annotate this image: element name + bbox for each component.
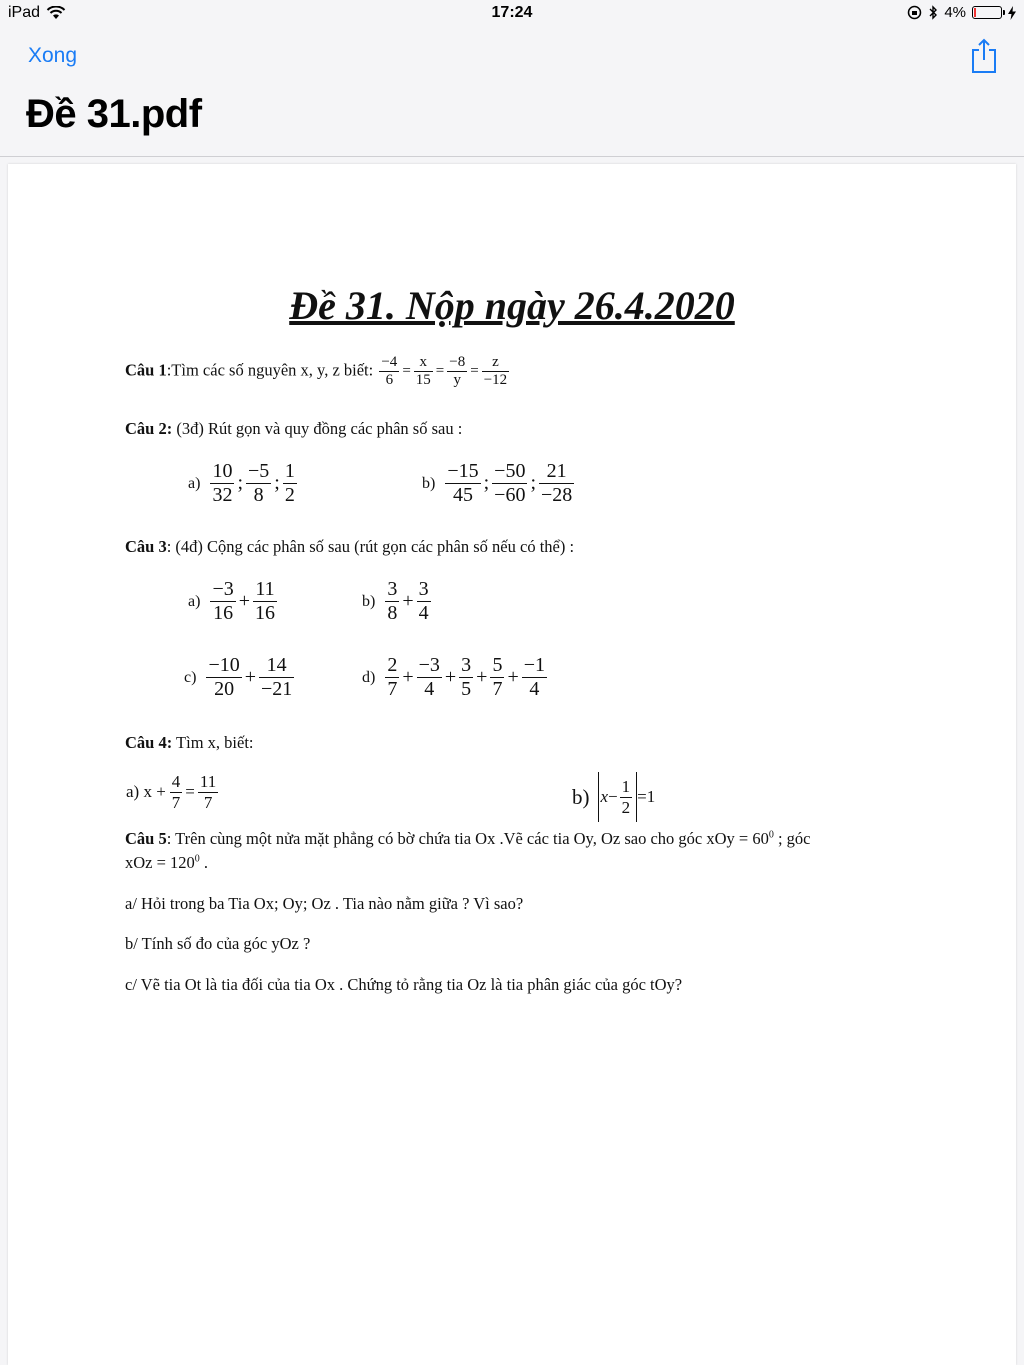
- fraction: $\frac{x}{15}$: [415, 354, 431, 389]
- absolute-value: x − $\frac{1}{2}$: [598, 772, 638, 822]
- nav-bar: [0, 28, 1024, 157]
- bluetooth-icon: [928, 5, 938, 20]
- q3b-expression: b) $\frac{3}{8}$ + $\frac{3}{4}$: [362, 578, 429, 624]
- fraction: $\frac{-8}{y}$: [449, 354, 466, 389]
- status-bar: [0, 0, 1024, 28]
- fraction: $\frac{-3}{4}$: [418, 654, 440, 700]
- fraction: $\frac{1}{2}$: [621, 776, 631, 817]
- question-5b: b/ Tính số đo của góc yOz ?: [125, 934, 311, 953]
- fraction: $\frac{11}{16}$: [255, 578, 275, 624]
- fraction: $\frac{3}{8}$: [387, 578, 398, 624]
- fraction: $\frac{14}{-21}$: [261, 654, 293, 700]
- pdf-page[interactable]: [8, 164, 1016, 1365]
- fraction: $\frac{21}{-28}$: [541, 460, 573, 506]
- charging-icon: [1008, 6, 1016, 20]
- document-title: Đề 31.pdf: [26, 92, 202, 136]
- fraction: $\frac{4}{7}$: [171, 772, 181, 812]
- fraction: $\frac{11}{7}$: [199, 772, 217, 812]
- fraction: $\frac{-4}{6}$: [381, 354, 398, 389]
- q3d-expression: d) $\frac{2}{7}$ + $\frac{-3}{4}$ + $\frac{3}{5}$ + $\frac{5}{7}$ + $\frac{-1}{4}$: [362, 654, 546, 700]
- question-4: Câu 4: Tìm x, biết:: [125, 733, 254, 752]
- question-5a: a/ Hỏi trong ba Tia Ox; Oy; Oz . Tia nào nằm giữa ? Vì sao?: [125, 894, 524, 913]
- fraction: $\frac{10}{32}$: [212, 460, 233, 506]
- question-5-cont: xOz = $120^0$ .: [125, 853, 209, 872]
- question-1: Câu 1:Tìm các số nguyên x, y, z biết: $\frac{-4}{6}$ = $\frac{x}{15}$ = $\frac{-8}{y}$ = $\frac{z}{-12}$: [125, 354, 508, 389]
- fraction: $\frac{-15}{45}$: [447, 460, 479, 506]
- fraction: $\frac{5}{7}$: [492, 654, 503, 700]
- clock: 17:24: [491, 4, 533, 21]
- battery-icon: [972, 6, 1002, 19]
- fraction: $\frac{3}{5}$: [461, 654, 472, 700]
- share-icon[interactable]: [970, 38, 998, 74]
- fraction: $\frac{z}{-12}$: [483, 354, 508, 389]
- fraction: $\frac{2}{7}$: [387, 654, 398, 700]
- page-heading: Đề 31. Nộp ngày 26.4.2020: [289, 283, 735, 328]
- device-name: iPad: [8, 4, 41, 21]
- fraction: $\frac{-10}{20}$: [208, 654, 240, 700]
- orientation-lock-icon: [907, 5, 922, 20]
- q4a-expression: a) x + $\frac{4}{7}$ = $\frac{11}{7}$: [126, 772, 217, 812]
- q2a-expression: a) $\frac{10}{32}$ ; $\frac{-5}{8}$ ; $\frac{1}{2}$: [188, 460, 295, 506]
- q3a-expression: a) $\frac{-3}{16}$ + $\frac{11}{16}$: [188, 578, 275, 624]
- question-2: Câu 2: (3đ) Rút gọn và quy đồng các phân số sau :: [125, 419, 463, 438]
- q4b-expression: b) x − $\frac{1}{2}$ =1: [572, 772, 655, 822]
- question-3: Câu 3: (4đ) Cộng các phân số sau (rút gọn các phân số nếu có thể) :: [125, 537, 575, 556]
- q3c-expression: c) $\frac{-10}{20}$ + $\frac{14}{-21}$: [184, 654, 293, 700]
- battery-percent: 4%: [944, 4, 966, 21]
- fraction: $\frac{-3}{16}$: [212, 578, 234, 624]
- question-5c: c/ Vẽ tia Ot là tia đối của tia Ox . Chứng tỏ rằng tia Oz là tia phân giác của góc tOy?: [125, 975, 683, 994]
- done-button[interactable]: Xong: [28, 44, 78, 67]
- fraction: $\frac{-1}{4}$: [523, 654, 546, 700]
- fraction: $\frac{1}{2}$: [284, 460, 295, 506]
- fraction: $\frac{-50}{-60}$: [494, 460, 526, 506]
- fraction: $\frac{3}{4}$: [418, 578, 429, 624]
- question-5: Câu 5: Trên cùng một nửa mặt phẳng có bờ chứa tia Ox .Vẽ các tia Oy, Oz sao cho góc xOy = $60^0$ ; góc: [125, 829, 811, 848]
- q2b-expression: b) $\frac{-15}{45}$ ; $\frac{-50}{-60}$ ; $\frac{21}{-28}$: [422, 460, 573, 506]
- fraction: $\frac{-5}{8}$: [248, 460, 270, 506]
